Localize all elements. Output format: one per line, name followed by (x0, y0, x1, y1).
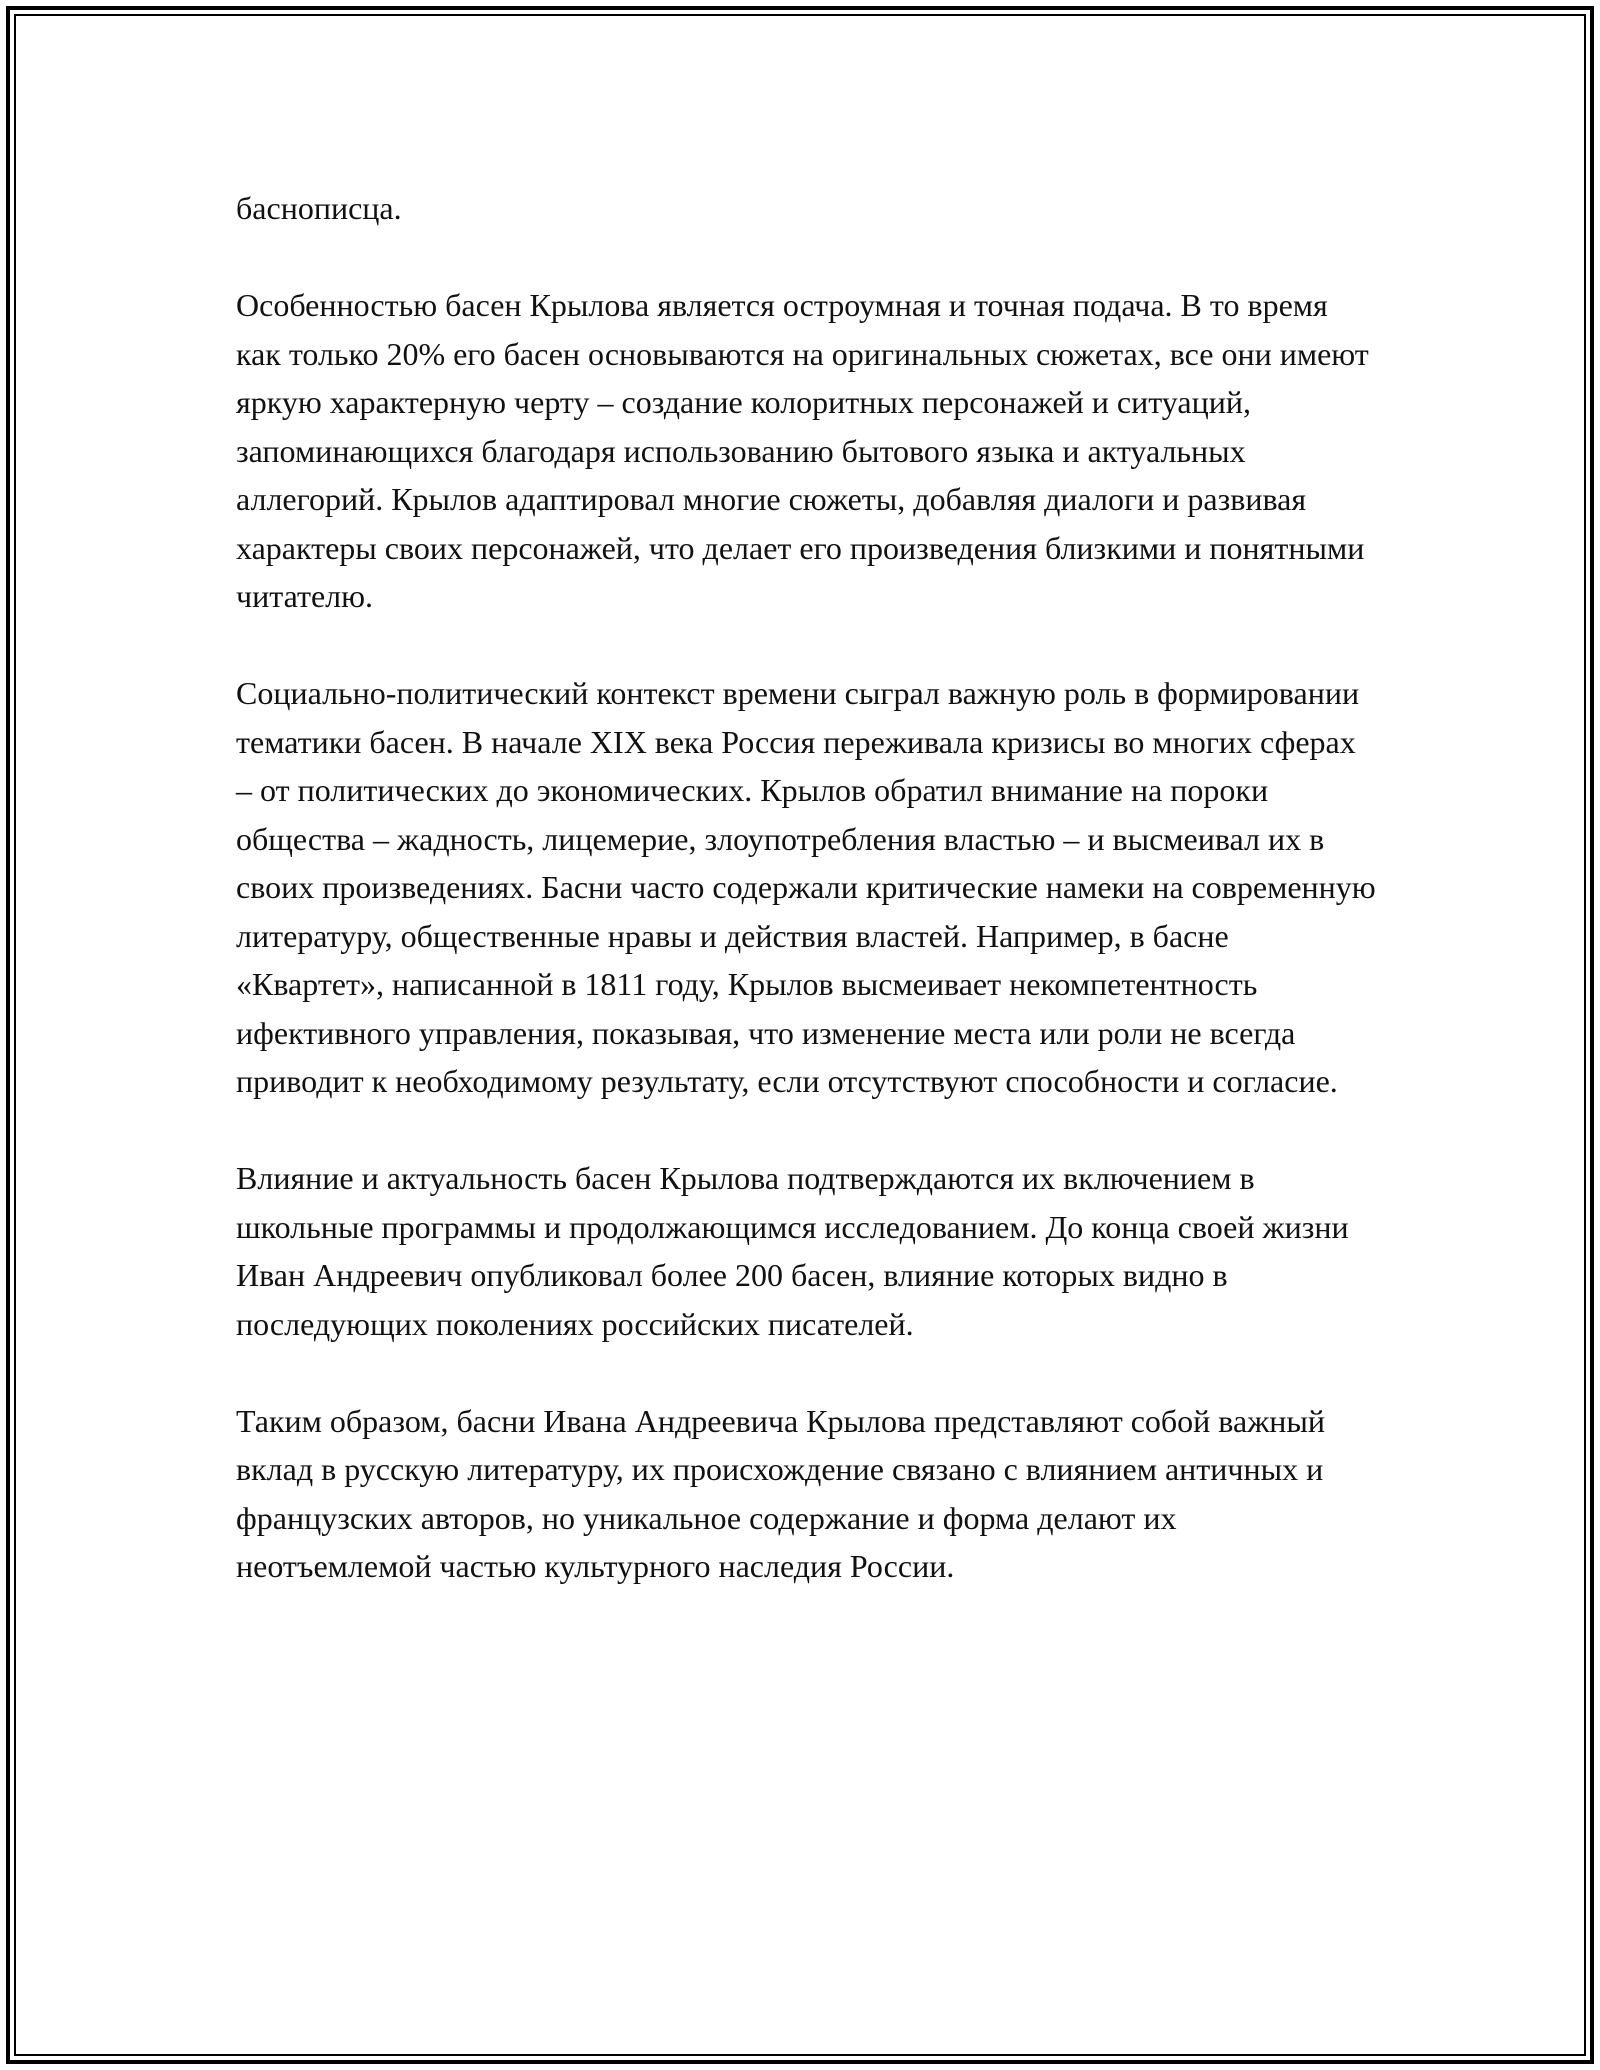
paragraph: Влияние и актуальность басен Крылова подтверждаются их включением в школьные программы и продолжающимся исследованием. До конца своей жизни Иван Андреевич опубликовал более 200 басен, влияние которых видно в последующих поколениях российских писателей. (236, 1160, 1349, 1342)
paragraph: Социально-политический контекст времени сыграл важную роль в формировании тематики басен. В начале XIX века Россия переживала кризисы во многих сферах – от политических до экономических. Крылов обратил внимание на пороки общества – жадность, лицемерие, злоупотребления властью – и высмеивал их в своих произведениях. Басни часто содержали критические намеки на современную литературу, общественные нравы и действия властей. Например, в басне «Квартет», написанной в 1811 году, Крылов высмеивает некомпетентность ифективного управления, показывая, что изменение места или роли не всегда приводит к необходимому результату, если отсутствуют способности и согласие. (236, 675, 1376, 1099)
paragraph: Таким образом, басни Ивана Андреевича Крылова представляют собой важный вклад в русскую литературу, их происхождение связано с влиянием античных и французских авторов, но уникальное содержание и форма делают их неотъемлемой частью культурного наследия России. (236, 1402, 1326, 1584)
paragraph: Особенностью басен Крылова является остроумная и точная подача. В то время как только 20% его басен основываются на оригинальных сюжетах, все они имеют яркую характерную черту – создание колоритных персонажей и ситуаций, запоминающихся благодаря использованию бытового языка и актуальных аллегорий. Крылов адаптировал многие сюжеты, добавляя диалоги и развивая характеры своих персонажей, что делает его произведения близкими и понятными читателю. (236, 287, 1369, 614)
paragraph: баснописца. (236, 190, 402, 226)
document-body (236, 184, 1376, 1639)
